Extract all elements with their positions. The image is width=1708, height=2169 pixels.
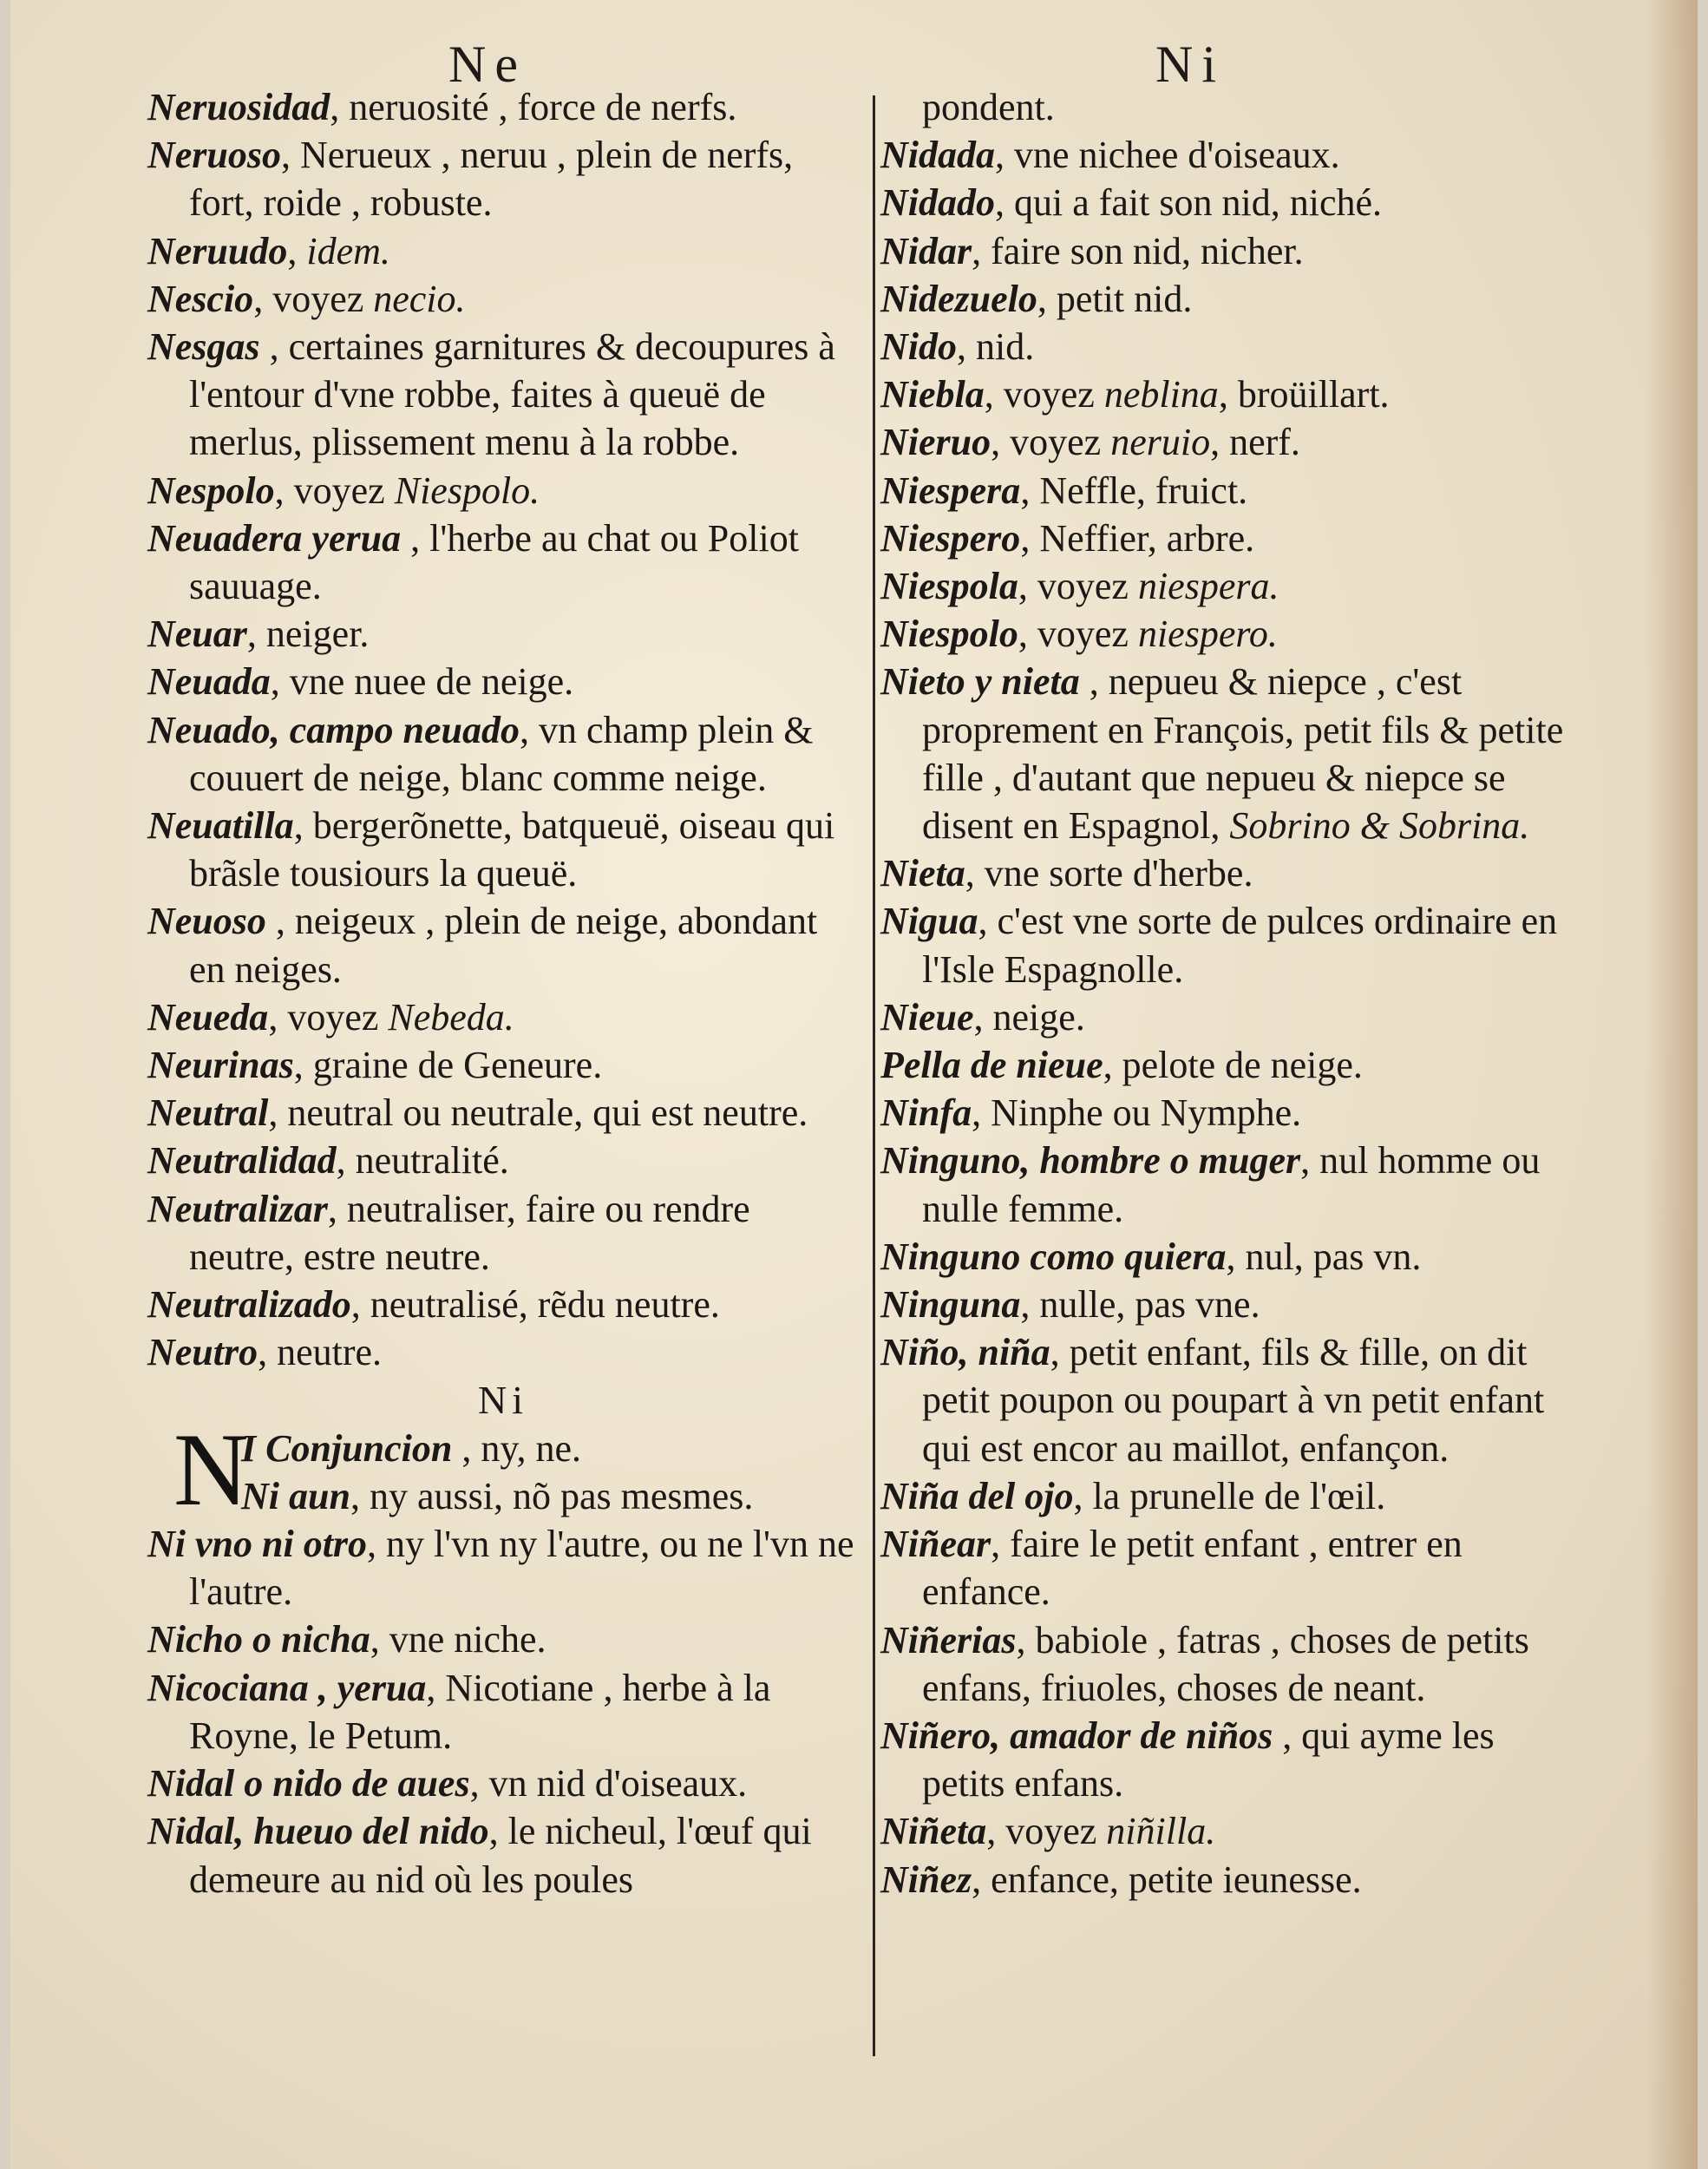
definition: , vn nid d'oiseaux. (469, 1762, 748, 1805)
definition: , faire le petit enfant , entrer en enfance. (922, 1523, 1463, 1614)
headword: Nesgas (147, 325, 260, 369)
cross-reference: neruio (1110, 421, 1211, 464)
dictionary-entry (147, 1137, 859, 1184)
definition: , (287, 229, 307, 272)
dictionary-entry (147, 658, 859, 705)
cross-reference: Nebeda. (388, 995, 514, 1039)
headword: Nidal, hueuo del nido (147, 1810, 489, 1853)
dictionary-entry (880, 1041, 1579, 1089)
headword: Neuadera yerua (147, 516, 402, 560)
definition: , graine de Geneure. (293, 1044, 603, 1087)
dictionary-entry (147, 275, 859, 323)
headword: Nidar (880, 229, 972, 272)
dictionary-entry (880, 1089, 1579, 1137)
definition: , vn champ plein & couuert de neige, blanc comme neige. (189, 708, 814, 799)
headword: Niñero, amador de niños (880, 1714, 1273, 1757)
dictionary-entry (147, 1281, 859, 1328)
dictionary-entry (147, 131, 859, 226)
drop-cap: N (173, 1411, 249, 1527)
definition: , neutralisé, rẽdu neutre. (350, 1283, 720, 1327)
dictionary-entry (880, 227, 1579, 275)
dictionary-entry (147, 1089, 859, 1137)
definition: , neutre. (258, 1331, 383, 1374)
definition: , c'est vne sorte de pulces ordinaire en l'Isle Espagnolle. (922, 900, 1558, 991)
definition: , faire son nid, nicher. (972, 229, 1304, 272)
cross-reference: idem. (306, 229, 390, 272)
dictionary-entry (147, 802, 859, 897)
right-entries (880, 83, 1579, 1904)
dictionary-entry (880, 418, 1579, 466)
headword: Neutral (147, 1091, 269, 1135)
drop-line-1 (147, 1425, 859, 1472)
dictionary-entry (880, 610, 1579, 658)
definition: , nid. (957, 325, 1035, 369)
headword: Neuado, campo neuado (147, 708, 520, 751)
definition: , vne nichee d'oiseaux. (995, 134, 1340, 177)
dictionary-entry (147, 1759, 859, 1807)
definition: , la prunelle de l'œil. (1073, 1474, 1386, 1517)
header-left: Ne (448, 36, 527, 93)
definition: , neruosité , force de nerfs. (330, 86, 737, 128)
headword: Niñeta (880, 1810, 987, 1853)
definition: , neige. (973, 995, 1085, 1039)
definition: , enfance, petite ieunesse. (972, 1858, 1362, 1901)
dictionary-entry (147, 1664, 859, 1759)
headword: Neurinas (147, 1044, 294, 1087)
definition: , neutraliser, faire ou rendre neutre, estre neutre. (189, 1187, 750, 1278)
definition: , qui a fait son nid, niché. (995, 181, 1383, 225)
definition: , ny l'vn ny l'autre, ou ne l'vn ne l'autre. (189, 1523, 854, 1614)
dictionary-entry (147, 227, 859, 275)
definition: , voyez (268, 995, 389, 1039)
headword: Niespero (880, 516, 1021, 560)
dictionary-entry (880, 275, 1579, 323)
dictionary-entry (147, 706, 859, 802)
headword: Niespera (880, 469, 1021, 512)
dictionary-entry (880, 83, 1579, 131)
cross-reference: niespera. (1137, 565, 1279, 608)
definition-tail: , broüillart. (1218, 373, 1390, 416)
definition: , l'herbe au chat ou Poliot sauuage. (189, 516, 799, 608)
headword: Ninguno, hombre o muger (880, 1139, 1301, 1183)
dictionary-entry (880, 849, 1579, 897)
dictionary-entry (147, 514, 859, 610)
definition: , voyez (253, 277, 374, 320)
dictionary-entry (880, 658, 1579, 849)
dictionary-entry (880, 1328, 1579, 1472)
headword: Neuatilla (147, 804, 294, 848)
definition: , nulle, pas vne. (1020, 1283, 1260, 1327)
definition: , pelote de neige. (1103, 1044, 1363, 1087)
definition: , vne niche. (370, 1618, 546, 1661)
definition: , neiger. (246, 613, 370, 656)
cross-reference: niñilla. (1106, 1810, 1216, 1853)
drop-line-2 (147, 1472, 859, 1520)
section-title: Ni (478, 1378, 528, 1423)
headword: Nidado (880, 181, 995, 225)
definition: , petit nid. (1037, 277, 1193, 320)
definition: , neigeux , plein de neige, abondant en neiges. (189, 900, 818, 991)
definition: , nepueu & niepce , c'est proprement en François, petit fils & petite fille , d'autant que nepueu & niepce se disent en Espagnol, (922, 660, 1564, 848)
dictionary-entry (880, 1856, 1579, 1904)
definition: , Ninphe ou Nymphe. (972, 1091, 1302, 1135)
headword: Niñerias (880, 1618, 1017, 1661)
dictionary-entry (880, 179, 1579, 226)
headword: Neutralidad (147, 1139, 337, 1183)
definition: , vne nuee de neige. (270, 660, 574, 704)
headword: Niñez (880, 1858, 972, 1901)
headword: Neruudo (147, 229, 288, 272)
left-entries (147, 83, 859, 1376)
definition: , petit enfant, fils & fille, on dit petit poupon ou poupart à vn petit enfant qui est encor au maillot, enfançon. (922, 1331, 1545, 1470)
definition: , nul homme ou nulle femme. (922, 1139, 1541, 1230)
dictionary-entry (147, 993, 859, 1041)
headword: Neueda (147, 995, 269, 1039)
dictionary-entry (880, 514, 1579, 562)
headword: Pella de nieue (880, 1044, 1103, 1087)
continuation-text: pondent. (922, 86, 1055, 128)
headword: I Conjuncion (241, 1426, 453, 1470)
headword: Nicociana , yerua (147, 1666, 427, 1709)
definition: , bergerõnette, batqueuë, oiseau qui brãsle tousiours la queuë. (189, 804, 835, 895)
dictionary-entry (880, 131, 1579, 179)
headword: Neuar (147, 613, 247, 656)
dictionary-entry (147, 1807, 859, 1903)
headword: Nieta (880, 852, 965, 895)
dictionary-entry (880, 1616, 1579, 1712)
headword: Ninguna (880, 1283, 1021, 1327)
dictionary-entry (880, 562, 1579, 610)
column-divider (873, 95, 875, 2056)
right-column (880, 83, 1579, 1904)
dictionary-entry (147, 1041, 859, 1089)
definition: , vne sorte d'herbe. (965, 852, 1253, 895)
dictionary-entry (880, 370, 1579, 418)
definition: , qui ayme les petits enfans. (922, 1714, 1495, 1805)
definition: , voyez (1018, 613, 1138, 656)
headword: Nidada (880, 134, 995, 177)
headword: Ninfa (880, 1091, 972, 1135)
drop-entry (147, 1411, 859, 1527)
definition: , ny, ne. (452, 1426, 582, 1470)
headword: Nieruo (880, 421, 991, 464)
definition: , voyez (984, 373, 1104, 416)
headword: Nieto y nieta (880, 660, 1080, 704)
headword: Ni aun (241, 1474, 350, 1517)
headword: Niño, niña (880, 1331, 1050, 1374)
dictionary-entry (880, 467, 1579, 514)
dictionary-entry (880, 1233, 1579, 1281)
headword: Neruoso (147, 134, 282, 177)
headword: Neuada (147, 660, 271, 704)
cross-reference: niespero. (1137, 613, 1278, 656)
definition: , Nerueux , neruu , plein de nerfs, fort, roide , robuste. (189, 134, 794, 225)
headword: Nido (880, 325, 957, 369)
definition: , Neffle, fruict. (1020, 469, 1248, 512)
cross-reference: Sobrino & Sobrina. (1229, 804, 1530, 848)
headword: Neuoso (147, 900, 266, 943)
headword: Niebla (880, 373, 985, 416)
definition: , Nicotiane , herbe à la Royne, le Petum. (189, 1666, 771, 1757)
headword: Ninguno como quiera (880, 1235, 1227, 1278)
headword: Neruosidad (147, 86, 330, 128)
cross-reference: neblina (1103, 373, 1219, 416)
headword: Neutralizado (147, 1283, 351, 1327)
dictionary-entry (880, 897, 1579, 993)
definition: , neutralité. (336, 1139, 509, 1183)
headword: Niespola (880, 565, 1018, 608)
dictionary-entry (880, 1520, 1579, 1615)
dictionary-entry (147, 1328, 859, 1376)
dictionary-entry (880, 1807, 1579, 1855)
dictionary-page (10, 0, 1698, 2169)
dictionary-entry (880, 1712, 1579, 1807)
dictionary-entry (880, 323, 1579, 370)
headword: Ni vno ni otro (147, 1523, 368, 1566)
dictionary-entry (147, 610, 859, 658)
header-right: Ni (1155, 36, 1225, 93)
dictionary-entry (880, 1137, 1579, 1232)
dictionary-entry (147, 1185, 859, 1281)
headword: Nidezuelo (880, 277, 1037, 320)
definition: , voyez (1018, 565, 1138, 608)
definition: , neutral ou neutrale, qui est neutre. (268, 1091, 808, 1135)
headword: Nespolo (147, 469, 275, 512)
headword: Nieue (880, 995, 974, 1039)
dictionary-entry (147, 1615, 859, 1663)
definition: , nul, pas vn. (1226, 1235, 1422, 1278)
definition-tail: , nerf. (1210, 421, 1300, 464)
headword: Nidal o nido de aues (147, 1762, 470, 1805)
definition: , voyez (986, 1810, 1107, 1853)
definition: , certaines garnitures & decoupures à l'entour d'vne robbe, faites à queuë de merlus, plissement menu à la robbe. (189, 325, 835, 464)
definition: , ny aussi, nõ pas mesmes. (350, 1474, 754, 1517)
headword: Niña del ojo (880, 1474, 1074, 1517)
definition: , voyez (991, 421, 1111, 464)
definition: , voyez (274, 469, 395, 512)
headword: Nigua (880, 900, 978, 943)
headword: Nicho o nicha (147, 1618, 370, 1661)
dictionary-entry (147, 1520, 859, 1615)
headword: Niespolo (880, 613, 1018, 656)
dictionary-entry (147, 323, 859, 467)
headword: Neutro (147, 1331, 258, 1374)
dictionary-entry (147, 897, 859, 993)
headword: Neutralizar (147, 1187, 328, 1230)
definition: , Neffier, arbre. (1020, 516, 1255, 560)
headword: Nescio (147, 277, 254, 320)
dictionary-entry (147, 83, 859, 131)
dictionary-entry (880, 1281, 1579, 1328)
definition: , babiole , fatras , choses de petits enfans, friuoles, choses de neant. (922, 1618, 1529, 1709)
dictionary-entry (880, 993, 1579, 1041)
dictionary-entry (147, 467, 859, 514)
cross-reference: necio. (373, 277, 466, 320)
dictionary-entry (880, 1472, 1579, 1520)
left-entries-after (147, 1520, 859, 1904)
page-edge-shadow (1646, 0, 1698, 2169)
left-column (147, 83, 859, 1904)
cross-reference: Niespolo. (394, 469, 540, 512)
headword: Niñear (880, 1523, 991, 1566)
definition: , le nicheul, l'œuf qui demeure au nid où les poules (189, 1810, 812, 1901)
